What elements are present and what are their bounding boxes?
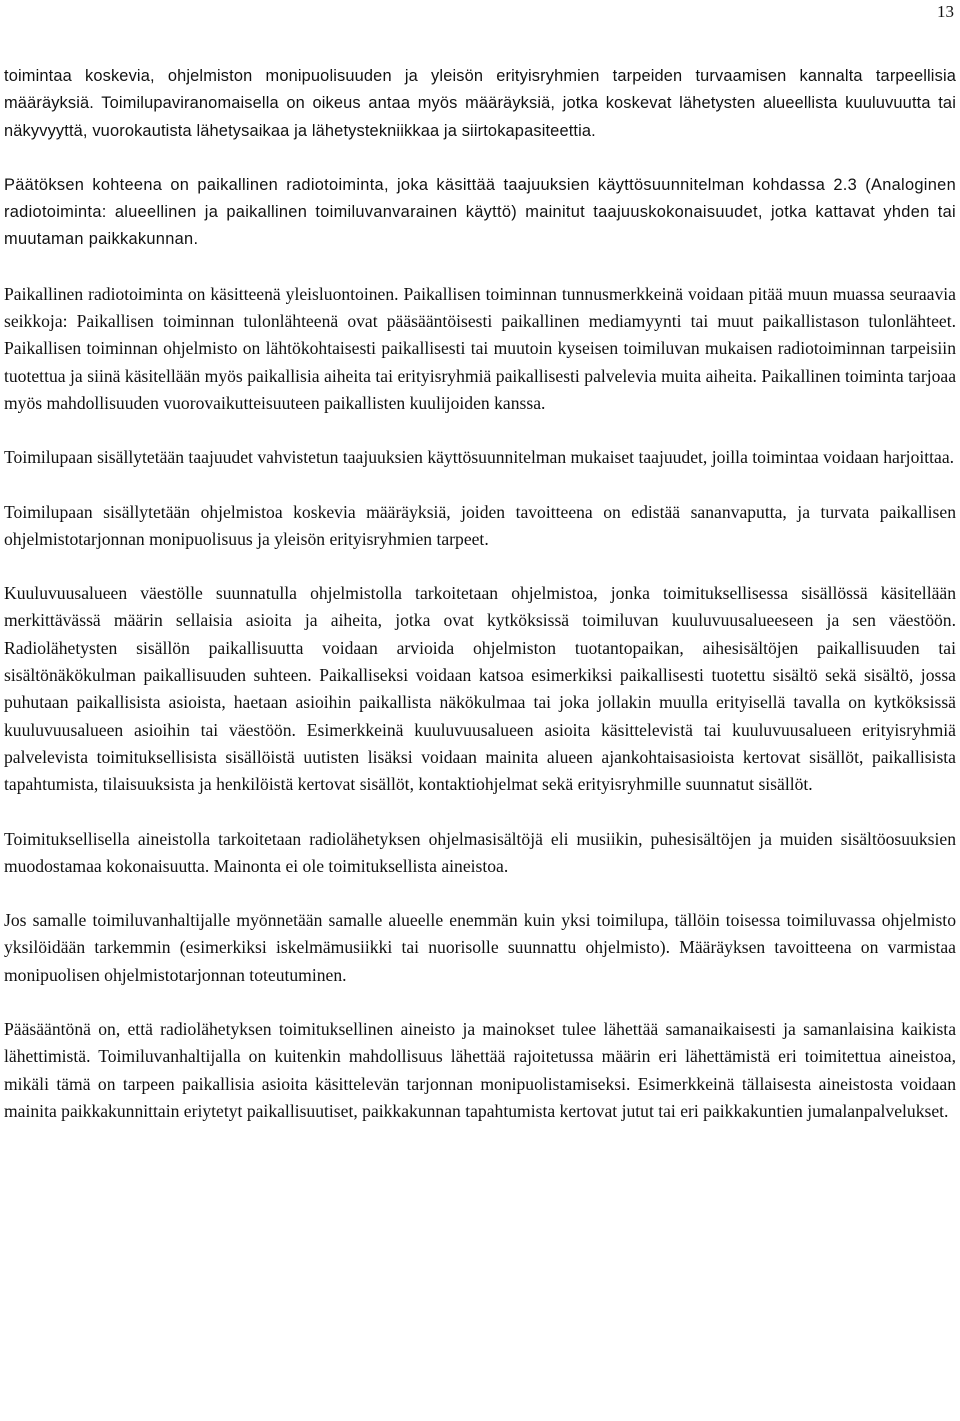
paragraph-frequencies: Toimilupaan sisällytetään taajuudet vahvistetun taajuuksien käyttösuunnitelman mukaiset taajuudet, joilla toimintaa voidaan harjoittaa. (4, 447, 955, 468)
paragraph-simultaneous-transmission: Pääsääntönä on, että radiolähetyksen toimituksellinen aineisto ja mainokset tulee lähettää samanaikaisesti ja samanlaisina kaikista lähettimistä. Toimiluvanhaltijalla on kuitenkin mahdollisuus lähettää rajoitetussa määrin eri lähettämistä eri toimitettua aineistoa, mikäli tämä on tarpeen paikallisia asioita käsittelevän tarjonnan monipuolistamiseksi. Esimerkkeinä tällaisesta aineistosta voidaan mainita paikkakunnittain eriytetyt paikallisuutiset, paikkakunnan tapahtumista kertovat jutut tai eri paikkakuntien jumalanpalvelukset. (4, 1019, 956, 1121)
paragraph-coverage-area-programming: Kuuluvuusalueen väestölle suunnatulla ohjelmistolla tarkoitetaan ohjelmistoa, jonka toimituksellisessa sisällössä käsitellään merkittävässä määrin sellaisia asioita ja aiheita, jotka ovat kytköksissä toimiluvan kuuluvuusalueeseen ja sen väestöön. Radiolähetysten sisällön paikallisuutta voidaan arvioida ohjelmiston tuotantopaikan, aihesisältöjen paikallisuuden tai sisältönäkökulman paikallisuuden suhteen. Paikalliseksi voidaan katsoa esimerkiksi paikallisesti tuotettu sisältö sekä sisältö, jossa puhutaan paikallisista asioista, haetaan asioihin paikallista näkökulmaa tai joka jollakin muulla erityisellä tavalla on kytköksissä kuuluvuusalueen asioihin tai väestöön. Esimerkkeinä kuuluvuusalueen asioita käsittelevistä tai kuuluvuusalueen erityisryhmiä palvelevista toimituksellisista sisällöistä uutisten lisäksi voidaan mainita alueen ajankohtaisasioista kertovat sisällöt, paikallisista tapahtumista, tilaisuuksista ja henkilöistä kertovat sisällöt, kontaktiohjelmat sekä erityisryhmille suunnatut sisällöt. (4, 583, 956, 795)
document-body (4, 63, 956, 1125)
paragraph-multiple-licences: Jos samalle toimiluvanhaltijalle myönnetään samalle alueelle enemmän kuin yksi toimilupa, tällöin toisessa toimiluvassa ohjelmisto yksilöidään tarkemmin (esimerkiksi iskelmämusiikki tai nuorisolle suunnattu ohjelmisto). Määräyksen tavoitteena on varmistaa monipuolisen ohjelmistotarjonnan toteutuminen. (4, 910, 956, 985)
paragraph-program-requirements: toimintaa koskevia, ohjelmiston monipuolisuuden ja yleisön erityisryhmien tarpeiden turvaamisen kannalta tarpeellisia määräyksiä. Toimilupaviranomaisella on oikeus antaa myös määräyksiä, jotka koskevat lähetysten alueellista kuuluvuutta tai näkyvyyttä, vuorokautista lähetysaikaa ja lähetystekniikkaa ja siirtokapasiteettia. (4, 67, 956, 140)
page-number: 13 (937, 2, 954, 21)
paragraph-program-provisions: Toimilupaan sisällytetään ohjelmistoa koskevia määräyksiä, joiden tavoitteena on edistää sananvaputta, ja turvata paikallisen ohjelmistotarjonnan monipuolisuus ja yleisön erityisryhmien tarpeet. (4, 501, 956, 549)
paragraph-editorial-material: Toimituksellisella aineistolla tarkoitetaan radiolähetyksen ohjelmasisältöjä eli musiikin, puhesisältöjen ja muiden sisältöosuuksien muodostamaa kokonaisuutta. Mainonta ei ole toimituksellista aineistoa. (4, 828, 956, 876)
paragraph-local-radio-definition: Paikallinen radiotoiminta on käsitteenä yleisluontoinen. Paikallisen toiminnan tunnusmerkkeinä voidaan pitää muun muassa seuraavia seikkoja: Paikallisen toiminnan tulonlähteenä ovat pääsääntöisesti paikallinen mediamyynti tai muut paikallistason tulonlähteet. Paikallisen toiminnan ohjelmisto on lähtökohtaisesti paikallisesti tai muutoin kyseisen toimiluvan mukaisen radiotoiminnan tarpeisiin tuotettua ja siinä käsitellään myös paikallisia aiheita tai erityisryhmiä paikallisesti palvelevia muita aiheita. Paikallinen toiminta tarjoaa myös mahdollisuuden vuorovaikutteisuuteen paikallisten kuulijoiden kanssa. (4, 283, 956, 413)
paragraph-decision-subject: Päätöksen kohteena on paikallinen radiotoiminta, joka käsittää taajuuksien käyttösuunnitelman kohdassa 2.3 (Analoginen radiotoiminta: alueellinen ja paikallinen toimiluvanvarainen käyttö) mainitut taajuuskokonaisuudet, jotka kattavat yhden tai muutaman paikkakunnan. (4, 175, 956, 249)
